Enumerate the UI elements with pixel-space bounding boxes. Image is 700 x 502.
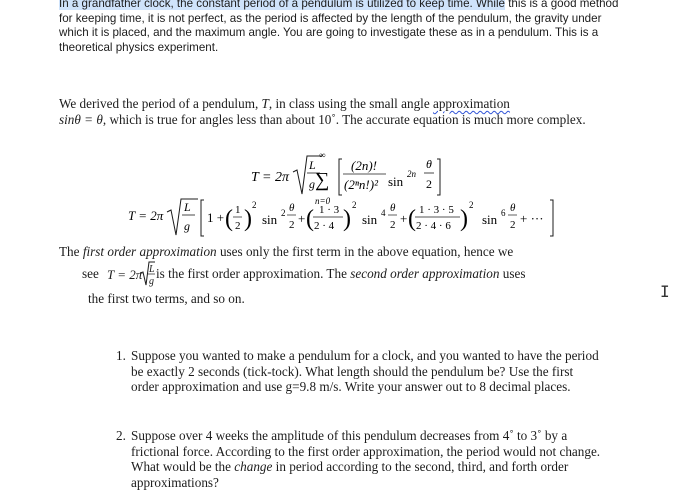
para3-L: L bbox=[149, 264, 155, 275]
para3-g: g bbox=[149, 276, 154, 287]
eq2-plus-2: + bbox=[400, 211, 408, 226]
text-cursor-icon: I bbox=[660, 282, 670, 301]
eq2-p2: 2 bbox=[281, 208, 286, 218]
para2-sin-theta: sinθ = θ bbox=[59, 111, 103, 127]
para3-first-order: first order approximation bbox=[82, 244, 217, 259]
eq1-theta: θ bbox=[426, 157, 432, 171]
eq2-paren-open-1: ( bbox=[225, 206, 233, 232]
para2-T: T bbox=[261, 96, 269, 111]
para2-text-a: We derived the period of a pendulum, bbox=[59, 96, 262, 111]
eq2-two-3: 2 bbox=[510, 219, 516, 231]
intro-rest: this is a good method for keeping time, it is not perfect, as the period is affected by the length of the pendulum, the gravity under which it is placed, and the maximum angle. You are going to investigate these as in a pendulum. This is a theoretical physics experiment. bbox=[59, 0, 619, 54]
question-1-text: Suppose you wanted to make a pendulum for a clock, and you wanted to have the period be exactly 2 seconds (tick-tock). What length should the pendulum be? Use the first order approximation and use g=9.8 m/s. Write your answer out to 8 decimal places. bbox=[131, 348, 599, 395]
eq2-plus-1: + bbox=[298, 211, 306, 226]
eq2-tail: + ··· bbox=[520, 211, 544, 226]
eq2-c1-num: 1 bbox=[235, 204, 241, 216]
para3-text-f: the first two terms, and so on. bbox=[88, 291, 245, 306]
eq1-g: g bbox=[309, 177, 315, 191]
para3-formula: T = 2π bbox=[107, 267, 143, 282]
eq2-c1-sq: 2 bbox=[252, 200, 257, 210]
eq2-c2-num: 1 · 3 bbox=[319, 204, 340, 216]
eq2-paren-open-2: ( bbox=[306, 206, 314, 232]
eq1-pow: 2n bbox=[407, 169, 416, 179]
eq2-sin-2: sin bbox=[362, 212, 378, 227]
eq2-c3-den: 2 · 4 · 6 bbox=[416, 220, 451, 232]
eq2-L: L bbox=[184, 200, 191, 214]
para3-text-a: The bbox=[59, 244, 83, 259]
approximation-line-3 bbox=[88, 291, 488, 307]
para3-text-b: uses only the first term in the above equation, hence we bbox=[216, 244, 514, 259]
para3-text-d: is the first order approximation. The bbox=[156, 266, 351, 281]
para2-text-b: , in class using the small angle bbox=[268, 96, 433, 111]
eq2-p6: 6 bbox=[501, 208, 506, 218]
question-2-number: 2. bbox=[116, 428, 126, 443]
para3-second-order: second order approximation bbox=[350, 266, 500, 281]
eq2-theta-1: θ bbox=[289, 202, 295, 214]
eq2-g: g bbox=[184, 219, 190, 233]
eq2-c1-den: 2 bbox=[235, 220, 241, 232]
eq1-sin: sin bbox=[388, 174, 404, 189]
eq2-c3-num: 1 · 3 · 5 bbox=[419, 204, 454, 216]
eq2-paren-close-3: ) bbox=[460, 206, 468, 232]
question-2-text-a: Suppose over 4 weeks the amplitude of this pendulum decreases from 4˚ to 3˚ by a frictional force. According to the first order approximation, the period would not change. What would be the bbox=[131, 428, 601, 475]
eq2-two-1: 2 bbox=[289, 219, 295, 231]
question-2-text-b: in period according to the second, third, and forth order approximations? bbox=[131, 459, 569, 490]
eq1-sum-top: ∞ bbox=[319, 150, 326, 160]
eq2-c2-sq: 2 bbox=[352, 200, 357, 210]
eq1-lhs: T = 2π bbox=[251, 170, 289, 185]
eq2-c3-sq: 2 bbox=[469, 200, 474, 210]
eq2-p4: 4 bbox=[381, 208, 386, 218]
eq2-one-plus: 1 + bbox=[207, 210, 225, 225]
eq1-L: L bbox=[309, 158, 316, 172]
eq2-paren-close-2: ) bbox=[343, 206, 351, 232]
eq2-c2-den: 2 · 4 bbox=[314, 220, 335, 232]
para3-text-c: see bbox=[82, 266, 99, 281]
intro-highlighted-line: In a grandfather clock, the constant period of a pendulum is utilized to keep time. While bbox=[59, 0, 505, 10]
eq2-lhs: T = 2π bbox=[128, 208, 164, 223]
question-1-number: 1. bbox=[116, 348, 126, 363]
para3-text-e: uses bbox=[499, 266, 526, 281]
question-2-change: change bbox=[234, 459, 273, 475]
para2-text-d: , which is true for angles less than about 10˚. The accurate equation is much more complex. bbox=[102, 111, 586, 127]
question-2-text bbox=[131, 428, 601, 490]
eq2-theta-2: θ bbox=[390, 202, 396, 214]
eq2-theta-3: θ bbox=[510, 202, 516, 214]
eq1-num: (2n)! bbox=[351, 158, 377, 173]
eq2-sin-3: sin bbox=[482, 212, 498, 227]
eq2-paren-close-1: ) bbox=[244, 206, 252, 232]
first-order-formula bbox=[105, 258, 155, 288]
spellcheck-word[interactable]: approximation bbox=[432, 96, 510, 111]
eq2-paren-open-3: ( bbox=[408, 206, 416, 232]
approximation-line-2 bbox=[156, 266, 596, 282]
eq1-den: (2ⁿn!)² bbox=[344, 177, 378, 192]
eq1-sum-bottom: n=0 bbox=[315, 196, 331, 206]
eq2-two-2: 2 bbox=[390, 219, 396, 231]
eq1-sigma: ∑ bbox=[315, 169, 330, 191]
eq2-sin-1: sin bbox=[262, 212, 278, 227]
eq1-two: 2 bbox=[426, 177, 432, 191]
